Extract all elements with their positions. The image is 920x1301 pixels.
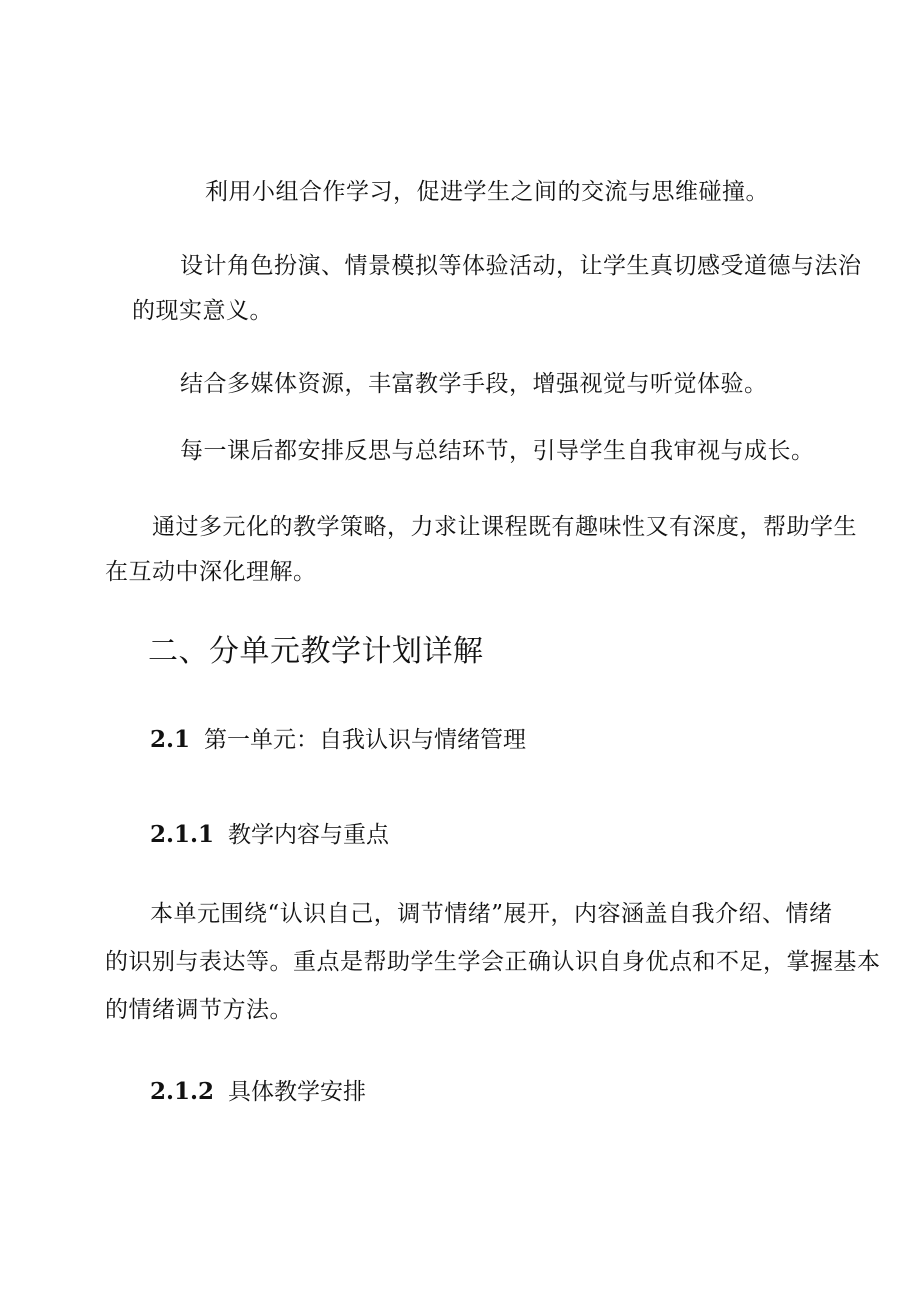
strategy-item-3: 结合多媒体资源，丰富教学手段，增强视觉与听觉体验。: [180, 371, 768, 397]
unit-title: 第一单元：自我认识与情绪管理: [204, 727, 527, 753]
strategy-item-2-line-1: 设计角色扮演、情景模拟等体验活动，让学生真切感受道德与法治: [180, 253, 862, 279]
subsection-heading-1: [150, 820, 389, 850]
summary-line-1: 通过多元化的教学策略，力求让课程既有趣味性又有深度，帮助学生: [152, 514, 857, 540]
content-line-2: 的识别与表达等。重点是帮助学生学会正确认识自身优点和不足，掌握基本: [105, 949, 881, 975]
strategy-item-2-line-2: 的现实意义。: [132, 298, 273, 324]
subsection-heading-2: [150, 1077, 366, 1107]
unit-heading: [150, 725, 526, 755]
content-line-1: 本单元围绕“认识自己，调节情绪”展开，内容涵盖自我介绍、情绪: [150, 901, 833, 927]
subsection-number-1: 2.1.1: [150, 821, 215, 848]
subsection-title-2: 具体教学安排: [228, 1079, 367, 1105]
strategy-item-4: 每一课后都安排反思与总结环节，引导学生自我审视与成长。: [180, 438, 815, 464]
content-line-3: 的情绪调节方法。: [105, 997, 293, 1023]
summary-line-2: 在互动中深化理解。: [105, 559, 317, 585]
strategy-item-1: 利用小组合作学习，促进学生之间的交流与思维碰撞。: [205, 179, 769, 205]
subsection-title-1: 教学内容与重点: [228, 822, 390, 848]
subsection-number-2: 2.1.2: [150, 1078, 215, 1105]
unit-number: 2.1: [150, 726, 191, 753]
section-heading: 二、分单元教学计划详解: [148, 634, 484, 669]
